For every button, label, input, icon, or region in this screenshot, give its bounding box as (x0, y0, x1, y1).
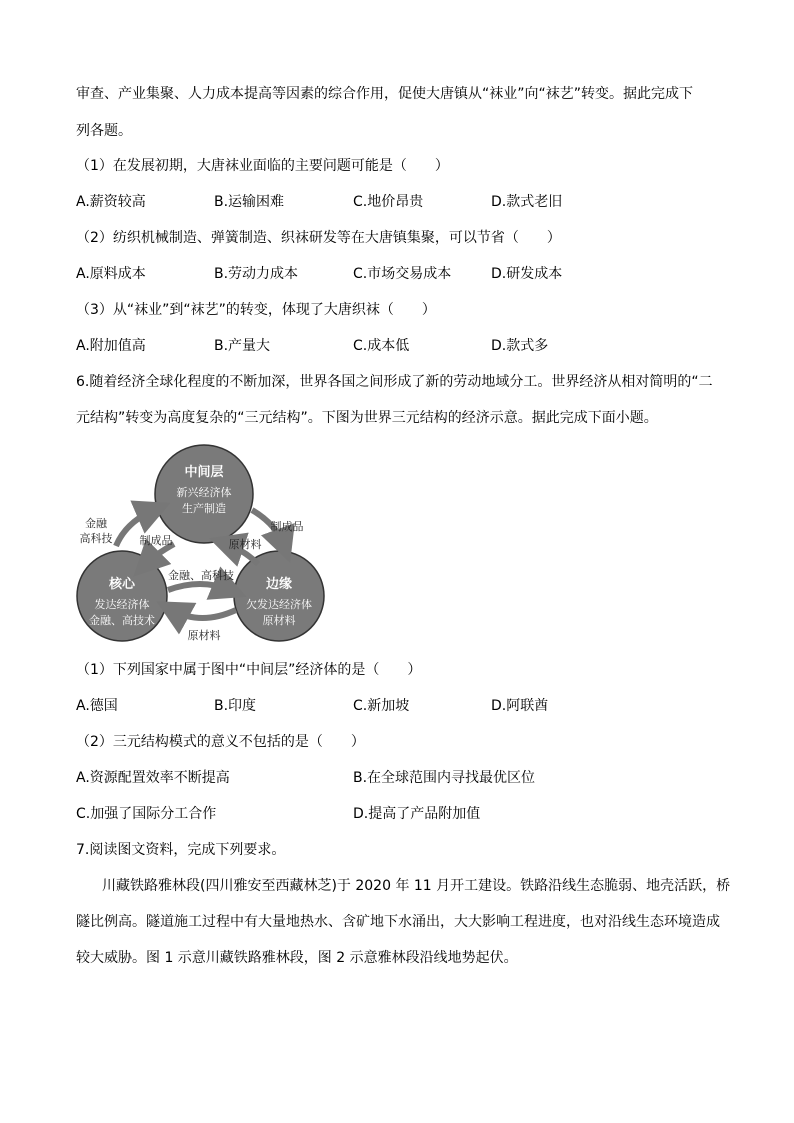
q5-sub2-option-b[interactable]: B.劳动力成本 (214, 266, 299, 282)
arrow-core-to-edge (168, 584, 230, 590)
q5-sub1-option-a[interactable]: A.薪资较高 (76, 194, 146, 210)
edge-desc-2: 原材料 (262, 614, 296, 627)
middle-title: 中间层 (184, 465, 224, 480)
label-bottom-top: 金融、高科技 (168, 569, 234, 582)
arrow-edge-to-core (172, 610, 236, 618)
middle-desc-1: 新兴经济体 (176, 486, 232, 499)
q5-sub3-stem: （3）从“袜业”到“袜艺”的转变，体现了大唐织袜（ ） (76, 302, 436, 318)
intro-line-1: 审查、产业集聚、人力成本提高等因素的综合作用，促使大唐镇从“袜业”向“袜艺”转变。据此完成下 (76, 86, 694, 102)
q6-line-2: 元结构”转变为高度复杂的“三元结构”。下图为世界三元结构的经济示意。据此完成下面小题。 (76, 410, 658, 426)
q5-sub3-option-b[interactable]: B.产量大 (214, 338, 271, 354)
q7-heading: 7.阅读图文资料，完成下列要求。 (76, 842, 286, 858)
q7-paragraph-line-3: 较大威胁。图 1 示意川藏铁路雅林段，图 2 示意雅林段沿线地势起伏。 (76, 950, 518, 966)
q5-sub3-option-a[interactable]: A.附加值高 (76, 338, 146, 354)
q7-paragraph-line-1: 川藏铁路雅林段(四川雅安至西藏林芝)于 2020 年 11 月开工建设。铁路沿线生态脆弱、地壳活跃，桥 (102, 878, 731, 894)
q6-sub1-stem: （1）下列国家中属于图中“中间层”经济体的是（ ） (76, 662, 422, 678)
q5-sub1-option-c[interactable]: C.地价昂贵 (353, 194, 424, 210)
q6-sub1-option-b[interactable]: B.印度 (214, 698, 257, 714)
q5-sub2-option-a[interactable]: A.原料成本 (76, 266, 146, 282)
q6-line-1: 6.随着经济全球化程度的不断加深，世界各国之间形成了新的劳动地域分工。世界经济从相对简明的“二 (76, 374, 713, 390)
q7-paragraph-line-2: 隧比例高。隧道施工过程中有大量地热水、含矿地下水涌出，大大影响工程进度，也对沿线生态环境造成 (76, 914, 720, 930)
label-left-outer-2: 高科技 (79, 532, 113, 545)
q6-sub2-stem: （2）三元结构模式的意义不包括的是（ ） (76, 734, 365, 750)
arrow-middle-to-core (146, 544, 174, 564)
label-left-outer-1: 金融 (85, 517, 107, 530)
q6-sub2-option-a[interactable]: A.资源配置效率不断提高 (76, 770, 230, 786)
edge-title: 边缘 (265, 577, 293, 592)
q5-sub1-option-b[interactable]: B.运输困难 (214, 194, 285, 210)
q5-sub2-stem: （2）纺织机械制造、弹簧制造、织袜研发等在大唐镇集聚，可以节省（ ） (76, 230, 561, 246)
label-left-inner: 制成品 (139, 534, 173, 547)
q5-sub3-option-c[interactable]: C.成本低 (353, 338, 410, 354)
q6-sub1-option-c[interactable]: C.新加坡 (353, 698, 410, 714)
q6-sub2-option-d[interactable]: D.提高了产品附加值 (353, 806, 481, 822)
q5-sub2-option-c[interactable]: C.市场交易成本 (353, 266, 452, 282)
q5-sub1-option-d[interactable]: D.款式老旧 (491, 194, 563, 210)
core-desc-1: 发达经济体 (94, 598, 150, 611)
q6-sub1-option-a[interactable]: A.德国 (76, 698, 118, 714)
label-right-outer: 制成品 (270, 520, 304, 533)
edge-circle (234, 551, 324, 641)
intro-line-2: 列各题。 (76, 123, 132, 139)
q5-sub2-option-d[interactable]: D.研发成本 (491, 266, 563, 282)
q6-sub2-option-c[interactable]: C.加强了国际分工合作 (76, 806, 217, 822)
q6-sub2-option-b[interactable]: B.在全球范围内寻找最优区位 (353, 770, 536, 786)
core-desc-2: 金融、高技术 (89, 614, 155, 627)
three-tier-economy-diagram (76, 444, 331, 649)
core-title: 核心 (108, 577, 136, 592)
edge-desc-1: 欠发达经济体 (246, 598, 312, 611)
q5-sub3-option-d[interactable]: D.款式多 (491, 338, 549, 354)
q5-sub1-stem: （1）在发展初期，大唐袜业面临的主要问题可能是（ ） (76, 158, 449, 174)
q6-sub1-option-d[interactable]: D.阿联酋 (491, 698, 549, 714)
middle-desc-2: 生产制造 (182, 502, 226, 515)
label-right-inner: 原材料 (228, 538, 262, 551)
label-bottom-bottom: 原材料 (187, 629, 221, 642)
core-circle (77, 551, 167, 641)
